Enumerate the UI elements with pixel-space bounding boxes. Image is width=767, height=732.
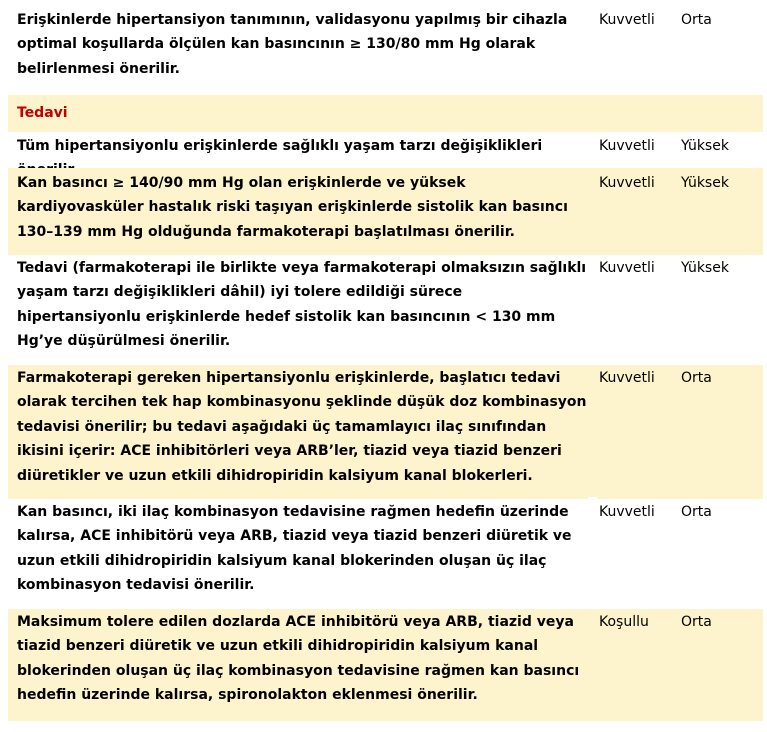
table-row [8, 0, 763, 90]
recommendation-strength: Kuvvetli [599, 504, 655, 520]
table-row [8, 365, 763, 499]
recommendation-text: Tedavi (farmakoterapi ile birlikte veya farmakoterapi olmaksızın sağlıklı yaşam tarzı değişiklikleri dâhil) iyi tolere edildiği sürece hipertansiyonlu erişkinlerde hedef sistolik kan basıncının < 130 mm Hg’ye düşürülmesi önerilir. [17, 260, 587, 350]
recommendation-strength: Kuvvetli [599, 138, 655, 154]
section-title: Tedavi [17, 105, 68, 121]
recommendation-strength: Kuvvetli [599, 260, 655, 276]
recommendation-strength: Kuvvetli [599, 175, 655, 191]
table-row [8, 609, 763, 721]
table-row [8, 168, 763, 255]
evidence-level: Yüksek [681, 138, 729, 154]
recommendation-strength: Kuvvetli [599, 12, 655, 28]
section-header-row [8, 95, 763, 132]
evidence-level: Orta [681, 504, 712, 520]
evidence-level: Orta [681, 614, 712, 630]
recommendation-text: Kan basıncı ≥ 140/90 mm Hg olan erişkinlerde ve yüksek kardiyovasküler hastalık riski taşıyan erişkinlerde sistolik kan basıncı 130–139 mm Hg olduğunda farmakoterapi başlatılması önerilir. [17, 175, 568, 240]
table-row [8, 132, 763, 168]
recommendation-text: Erişkinlerde hipertansiyon tanımının, validasyonu yapılmış bir cihazla optimal koşullarda ölçülen kan basıncının ≥ 130/80 mm Hg olarak belirlenmesi önerilir. [17, 12, 568, 77]
table-row [8, 255, 763, 365]
recommendation-strength: Kuvvetli [599, 370, 655, 386]
recommendation-text: Kan basıncı, iki ilaç kombinasyon tedavisine rağmen hedefin üzerinde kalırsa, ACE inhibitörü veya ARB, tiazid veya tiazid benzeri diüretik ve uzun etkili dihidropiridin kalsiyum kanal blokerinden oluşan üç ilaç kombinasyon tedavisi önerilir. [17, 504, 572, 594]
recommendation-strength: Koşullu [599, 614, 649, 630]
recommendation-text: Farmakoterapi gereken hipertansiyonlu erişkinlerde, başlatıcı tedavi olarak tercihen tek hap kombinasyonu şeklinde düşük doz kombinasyon tedavisi önerilir; bu tedavi aşağıdaki üç tamamlayıcı ilaç sınıfından ikisini içerir: ACE inhibitörleri veya ARB’ler, tiazid veya tiazid benzeri diüretikler ve uzun etkili dihidropiridin kalsiyum kanal blokerleri. [17, 370, 587, 484]
recommendation-text: Tüm hipertansiyonlu erişkinlerde sağlıklı yaşam tarzı değişiklikleri [17, 138, 543, 154]
evidence-level: Yüksek [681, 175, 729, 191]
table-row [8, 499, 763, 609]
evidence-level: Orta [681, 12, 712, 28]
evidence-level: Orta [681, 370, 712, 386]
recommendation-text: Maksimum tolere edilen dozlarda ACE inhibitörü veya ARB, tiazid veya tiazid benzeri diüretik ve uzun etkili dihidropiridin kalsiyum kanal blokerinden oluşan üç ilaç kombinasyon tedavisine rağmen kan basıncı hedefin üzerinde kalırsa, spironolakton eklenmesi önerilir. [17, 614, 580, 704]
evidence-level: Yüksek [681, 260, 729, 276]
